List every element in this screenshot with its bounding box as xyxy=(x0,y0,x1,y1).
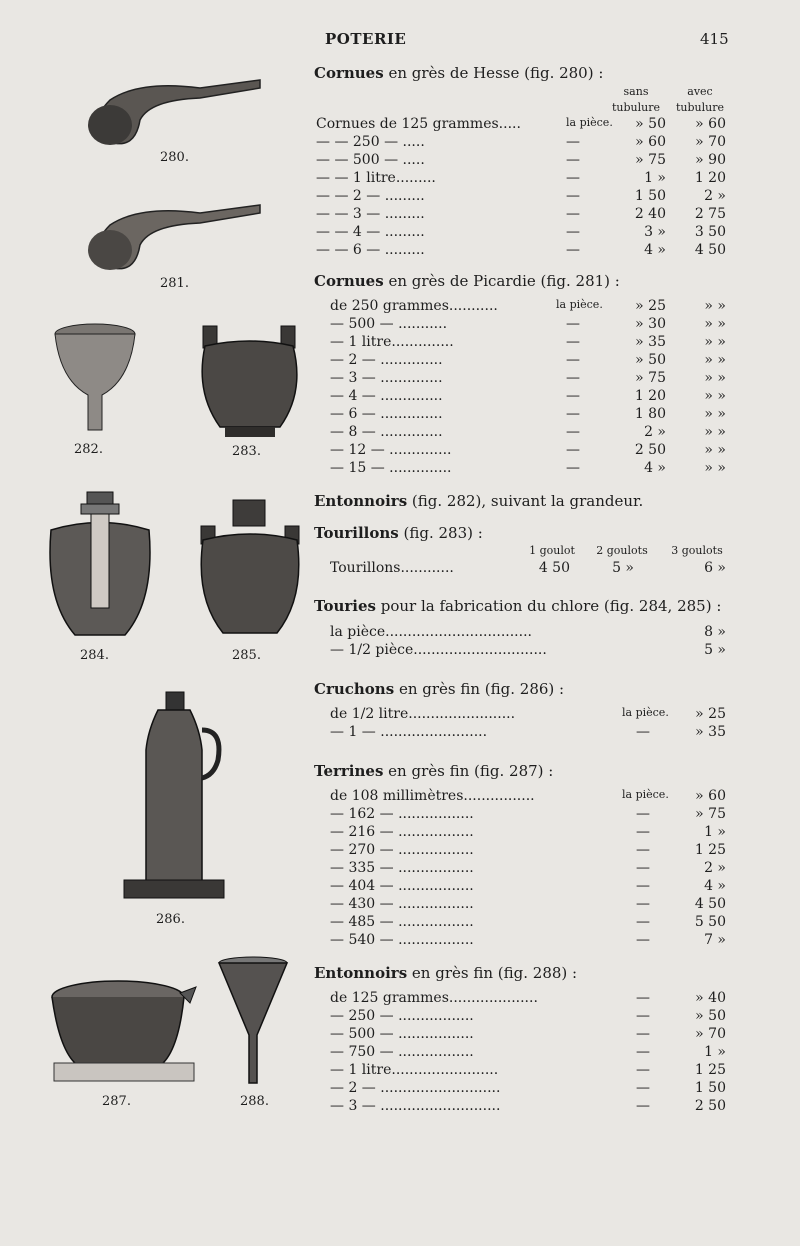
funnel-figure-282 xyxy=(50,320,140,435)
price-row: — 250 — ................. — » 50 xyxy=(330,1008,726,1024)
price-row: de 125 grammes.................... — » 40 xyxy=(330,990,726,1006)
price-row: Cornues de 125 grammes..... la pièce. » 50 » 60 xyxy=(316,116,726,132)
price-row: — 270 — ................. — 1 25 xyxy=(330,842,726,858)
terrine-figure-287 xyxy=(40,975,200,1085)
price-row: — — 1 litre......... — 1 » 1 20 xyxy=(316,170,726,186)
figure-label-285: 285. xyxy=(232,648,261,663)
price-row: — 1/2 pièce.............................. 5 » xyxy=(330,642,726,658)
price-row: — 540 — ................. — 7 » xyxy=(330,932,726,948)
price-row: — 500 — ................. — » 70 xyxy=(330,1026,726,1042)
figure-label-284: 284. xyxy=(80,648,109,663)
price-row: — 335 — ................. — 2 » xyxy=(330,860,726,876)
price-row: de 1/2 litre........................ la pièce. » 25 xyxy=(330,706,726,722)
price-row: — 1 — ........................ — » 35 xyxy=(330,724,726,740)
price-row: — 500 — ........... — » 30 » » xyxy=(330,316,726,332)
price-row: la pièce................................. 8 » xyxy=(330,624,726,640)
price-row: — 485 — ................. — 5 50 xyxy=(330,914,726,930)
figure-label-283: 283. xyxy=(232,444,261,459)
retort-figure-280 xyxy=(80,70,270,155)
price-row: — 4 — .............. — 1 20 » » xyxy=(330,388,726,404)
column-header-avec: avec tubulure xyxy=(675,85,724,114)
price-row: de 108 millimètres................ la pièce. » 60 xyxy=(330,788,726,804)
column-header-3-goulots: 3 goulots xyxy=(671,544,723,557)
section-heading-touries: Touries pour la fabrication du chlore (fig. 284, 285) : xyxy=(314,597,722,615)
section-heading-tourillons: Tourillons (fig. 283) : xyxy=(314,524,483,542)
figure-label-287: 287. xyxy=(102,1094,131,1109)
price-row: — 430 — ................. — 4 50 xyxy=(330,896,726,912)
price-row: — — 2 — ......... — 1 50 2 » xyxy=(316,188,726,204)
price-row: — 6 — .............. — 1 80 » » xyxy=(330,406,726,422)
section-heading-cruchons: Cruchons en grès fin (fig. 286) : xyxy=(314,680,565,698)
page-number: 415 xyxy=(700,30,729,48)
price-row: — 8 — .............. — 2 » » » xyxy=(330,424,726,440)
tourie-figure-284 xyxy=(45,490,155,640)
price-row: Tourillons............ 4 50 5 » 6 » xyxy=(330,560,726,576)
figure-label-282: 282. xyxy=(74,442,103,457)
page-title: POTERIE xyxy=(325,30,407,48)
section-heading-entonnoirs-fin: Entonnoirs en grès fin (fig. 288) : xyxy=(314,964,578,982)
section-heading-picardie: Cornues en grès de Picardie (fig. 281) : xyxy=(314,272,620,290)
cruchon-figure-286 xyxy=(118,690,228,910)
column-header-2-goulots: 2 goulots xyxy=(596,544,648,557)
section-heading-entonnoirs: Entonnoirs (fig. 282), suivant la grandeur. xyxy=(314,492,644,510)
figure-label-288: 288. xyxy=(240,1094,269,1109)
price-row: — 3 — .............. — » 75 » » xyxy=(330,370,726,386)
price-row: — — 4 — ......... — 3 » 3 50 xyxy=(316,224,726,240)
section-heading-terrines: Terrines en grès fin (fig. 287) : xyxy=(314,762,554,780)
figure-label-286: 286. xyxy=(156,912,185,927)
price-row: — 216 — ................. — 1 » xyxy=(330,824,726,840)
column-header-sans: sans tubulure xyxy=(611,85,660,114)
price-row: — — 500 — ..... — » 75 » 90 xyxy=(316,152,726,168)
retort-figure-281 xyxy=(80,195,270,280)
price-row: de 250 grammes........... la pièce. » 25 » » xyxy=(330,298,726,314)
price-row: — — 250 — ..... — » 60 » 70 xyxy=(316,134,726,150)
figure-label-280: 280. xyxy=(160,150,189,165)
price-row: — 162 — ................. — » 75 xyxy=(330,806,726,822)
price-row: — — 6 — ......... — 4 » 4 50 xyxy=(316,242,726,258)
price-row: — 404 — ................. — 4 » xyxy=(330,878,726,894)
price-row: — 2 — .............. — » 50 » » xyxy=(330,352,726,368)
price-row: — 750 — ................. — 1 » xyxy=(330,1044,726,1060)
tourie-figure-285 xyxy=(195,498,305,643)
section-heading-hesse: Cornues en grès de Hesse (fig. 280) : xyxy=(314,64,604,82)
price-row: — 12 — .............. — 2 50 » » xyxy=(330,442,726,458)
price-row: — 2 — ........................... — 1 50 xyxy=(330,1080,726,1096)
price-row: — — 3 — ......... — 2 40 2 75 xyxy=(316,206,726,222)
figure-label-281: 281. xyxy=(160,276,189,291)
price-row: — 1 litre.............. — » 35 » » xyxy=(330,334,726,350)
price-row: — 15 — .............. — 4 » » » xyxy=(330,460,726,476)
price-row: — 1 litre........................ — 1 25 xyxy=(330,1062,726,1078)
tourillon-figure-283 xyxy=(195,322,305,442)
funnel-figure-288 xyxy=(215,955,295,1090)
column-header-1-goulot: 1 goulot xyxy=(529,544,575,557)
price-row: — 3 — ........................... — 2 50 xyxy=(330,1098,726,1114)
